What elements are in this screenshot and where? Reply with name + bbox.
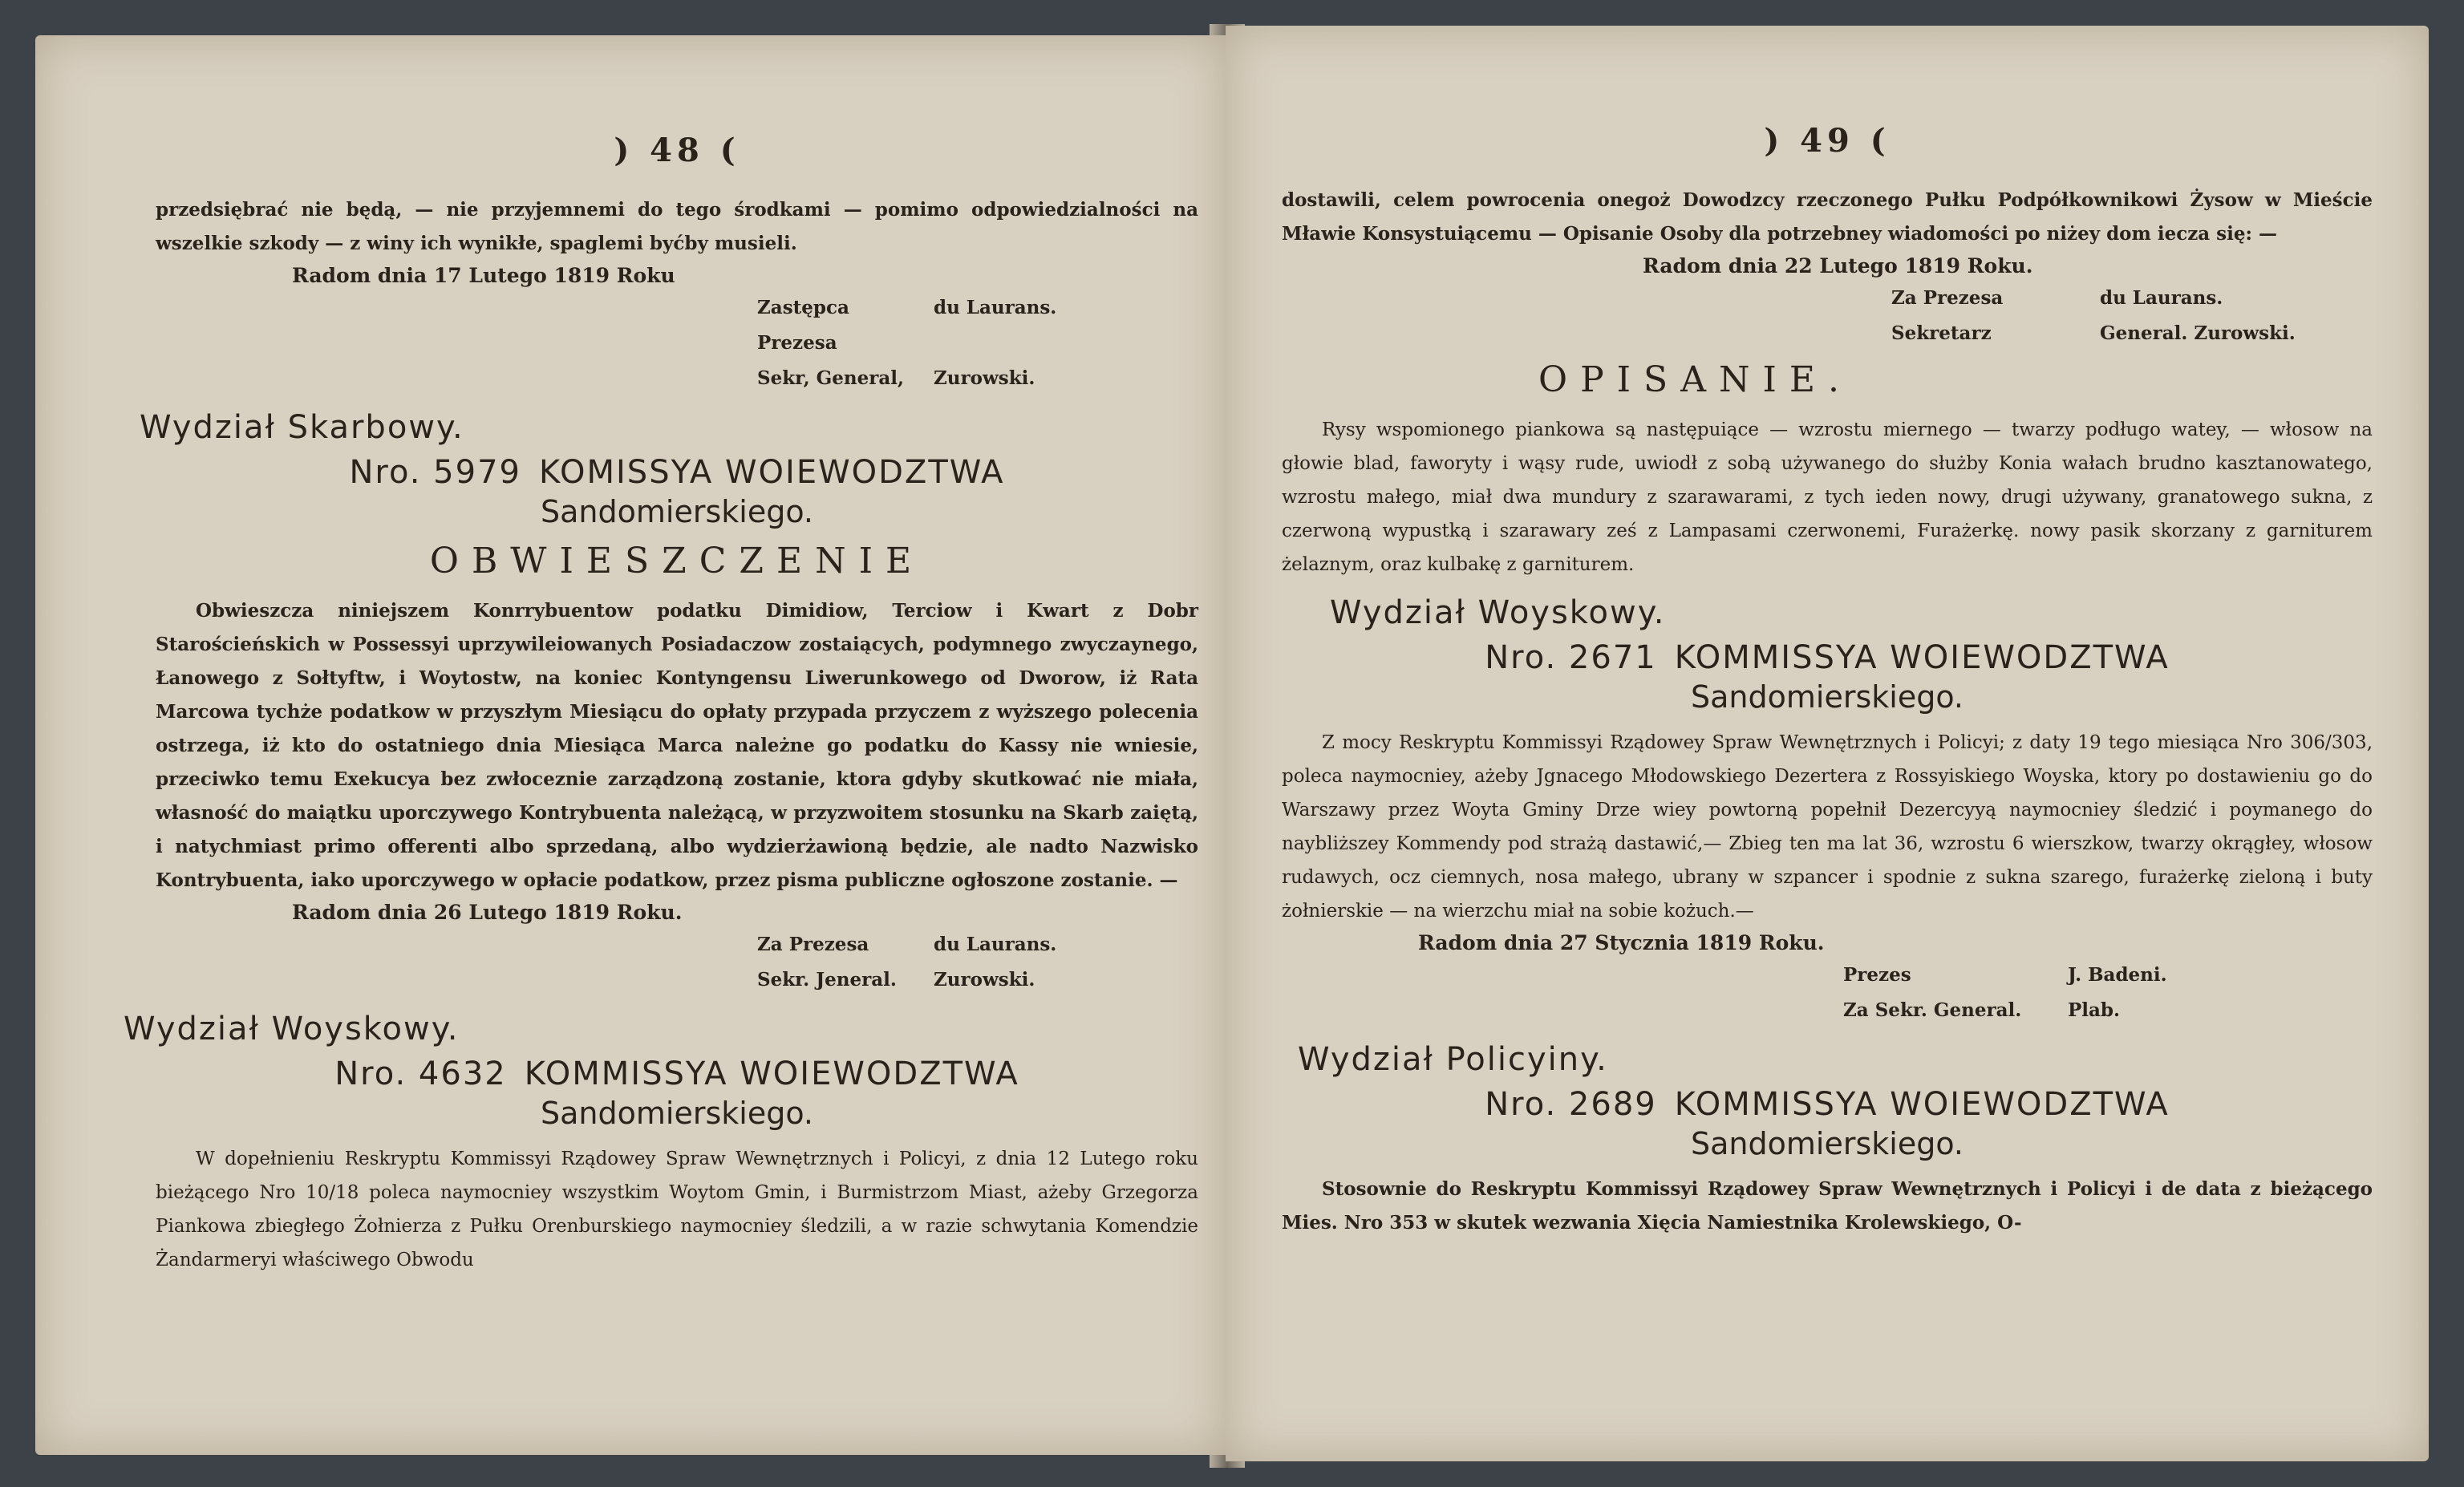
announcement-title: KOMISSYA WOIEWODZTWA (538, 454, 1005, 491)
intro-paragraph: dostawili, celem powrocenia onegoż Dowodzcy rzeczonego Pułku Podpółkownikowi Żysow w Mieście Mławie Konsystuiącemu — Opisanie Osoby dla potrzebney wiadomości po niżey dom iecza się: — (1282, 189, 2373, 245)
announcement-subtitle: Sandomierskiego. (1691, 1126, 1964, 1161)
notice-body: Stosownie do Reskryptu Kommissyi Rządowey Spraw Wewnętrznych i Policyi i de data z bieżącego Mies. Nro 353 w skutek wezwania Xięcia Namiestnika Krolewskiego, O- (1282, 1178, 2373, 1234)
right-page-content (1282, 90, 2373, 1240)
signature-block (1843, 958, 2373, 1028)
description-body: Rysy wspomionego piankowa są następuiące — wzrostu miernego — twarzy podługo watey, — włosow na głowie blad, faworyty i wąsy rude, uwiodł z sobą używanego do służby Konia wałach brudno kasztanowatego, wzrostu małego, miał dwa mundury z szarawarami, z tych ieden nowy, drugi używany, granatowego sukna, z czerwoną wypustką i szarawary ześ z Lampasami czerwonemi, Furażerkę. nowy pasik skorzany z garniturem żelaznym, oraz kulbakę z garniturem. (1282, 419, 2373, 575)
date-line: Radom dnia 22 Lutego 1819 Roku. (1643, 254, 2033, 278)
page-number: ) 48 ( (614, 132, 740, 169)
left-page (35, 35, 1226, 1455)
announcement-title: KOMMISSYA WOIEWODZTWA (1674, 1086, 2170, 1123)
signature-line: Za Prezesa (1891, 287, 2004, 309)
signature-line: Plab. (2068, 999, 2121, 1021)
notice-body: W dopełnieniu Reskryptu Kommissyi Rządowey Spraw Wewnętrznych i Policyi, z dnia 12 Lutego roku bieżącego Nro 10/18 poleca naymocniey wszystkim Woytom Gmin, i Burmistrzom Miast, ażeby Grzegorza Piankowa zbiegłego Żołnierza z Pułku Orenburskiego naymocniey śledzili, a w razie schwytania Komendzie Żandarmeryi właściwego Obwodu (156, 1149, 1198, 1270)
signature-line: du Laurans. (934, 934, 1057, 955)
signature-line: J. Badeni. (2068, 964, 2167, 986)
announcement-number: Nro. 4632 (334, 1055, 507, 1092)
signature-line: Sekr, General, (757, 367, 905, 389)
announcement-number: Nro. 2671 (1485, 639, 1657, 676)
announcement-heading (1282, 639, 2373, 676)
department-heading: Wydział Woyskowy. (124, 1011, 460, 1047)
date-line: Radom dnia 17 Lutego 1819 Roku (292, 264, 675, 287)
signature-line: Zurowski. (934, 969, 1035, 991)
announcement-title: KOMMISSYA WOIEWODZTWA (1674, 639, 2170, 676)
announcement-subtitle: Sandomierskiego. (1691, 679, 1964, 715)
right-page (1226, 26, 2429, 1461)
intro-paragraph: przedsiębrać nie będą, — nie przyjemnemi do tego środkami — pomimo odpowiedzialności na wszelkie szkody — z winy ich wynikłe, spaglemi byćby musieli. (156, 199, 1198, 254)
announcement-number: Nro. 2689 (1485, 1086, 1657, 1123)
signature-block (757, 290, 1198, 396)
signature-line: du Laurans. (2100, 287, 2223, 309)
announcement-title: KOMMISSYA WOIEWODZTWA (524, 1055, 1019, 1092)
left-page-content (124, 83, 1198, 1277)
signature-block (1891, 281, 2373, 351)
department-heading: Wydział Skarbowy. (140, 409, 464, 446)
description-title: OPISANIE. (1538, 359, 1852, 400)
signature-line: Prezes (1843, 964, 1911, 986)
announcement-subtitle: Sandomierskiego. (541, 494, 813, 529)
notice-body: Obwieszcza niniejszem Konrrybuentow podatku Dimidiow, Terciow i Kwart z Dobr Starościeńskich w Possessyi uprzywileiowanych Posiadaczow zostaiących, podymnego zwyczaynego, Łanowego z Sołtyftw, i Woytostw, na koniec Kontyngensu Liwerunkowego od Dworow, iż Rata Marcowa tychże podatkow w przyszłym Miesiącu do opłaty przypada przyczem z wyższego polecenia ostrzega, iż kto do ostatniego dnia Miesiąca Marca należne go podatku do Kassy nie wniesie, przeciwko temu Exekucya bez zwłoceznie zarządzoną zostanie, ktora gdyby skutkować nie miała, własność do maiątku uporczywego Kontrybuenta należącą, w przyzwoitem stosunku na Skarb zaiętą, i natychmiast primo offerenti albo sprzedaną, albo wydzierżawioną będzie, ale nadto Nazwisko Kontrybuenta, iako uporczywego w opłacie podatkow, przez pisma publiczne ogłoszone zostanie. — (156, 600, 1198, 891)
announcement-number: Nro. 5979 (349, 454, 521, 491)
notice-body: Z mocy Reskryptu Kommissyi Rządowey Spraw Wewnętrznych i Policyi; z daty 19 tego miesiąca Nro 306/303, poleca naymocniey, ażeby Jgnacego Młodowskiego Dezertera z Rossyiskiego Woyska, ktory po dostawieniu go do Warszawy przez Woyta Gminy Drze wiey powtorną popełnił Dezercyyą naymocniey śledzić i poymanego do naybliższey Kommendy pod strażą dastawić,— Zbieg ten ma lat 36, wzrostu 6 wierszkow, twarzy okrągłey, włosow rudawych, ocz ciemnych, nosa małego, ubrany w szpancer i spodnie z sukna szarego, furażerkę zieloną i buty żołnierskie — na wierzchu miał na sobie kożuch.— (1282, 732, 2373, 922)
announcement-subtitle: Sandomierskiego. (541, 1096, 813, 1131)
signature-line: General. Zurowski. (2100, 322, 2296, 344)
department-heading: Wydział Woyskowy. (1330, 594, 1666, 631)
date-line: Radom dnia 27 Stycznia 1819 Roku. (1418, 931, 1825, 954)
page-number: ) 49 ( (1764, 122, 1891, 160)
signature-line: Za Prezesa (757, 934, 869, 955)
notice-title: OBWIESZCZENIE (429, 541, 925, 581)
announcement-heading (156, 1055, 1198, 1092)
announcement-heading (156, 454, 1198, 491)
department-heading: Wydział Policyiny. (1298, 1041, 1608, 1078)
signature-line: Zurowski. (934, 367, 1035, 389)
signature-line: Sekr. Jeneral. (757, 969, 897, 991)
announcement-heading (1282, 1086, 2373, 1123)
signature-block (757, 927, 1198, 998)
signature-line: Zastępca Prezesa (757, 297, 849, 354)
signature-line: du Laurans. (934, 297, 1057, 318)
signature-line: Sekretarz (1891, 322, 1992, 344)
signature-line: Za Sekr. General. (1843, 999, 2022, 1021)
date-line: Radom dnia 26 Lutego 1819 Roku. (292, 901, 683, 924)
